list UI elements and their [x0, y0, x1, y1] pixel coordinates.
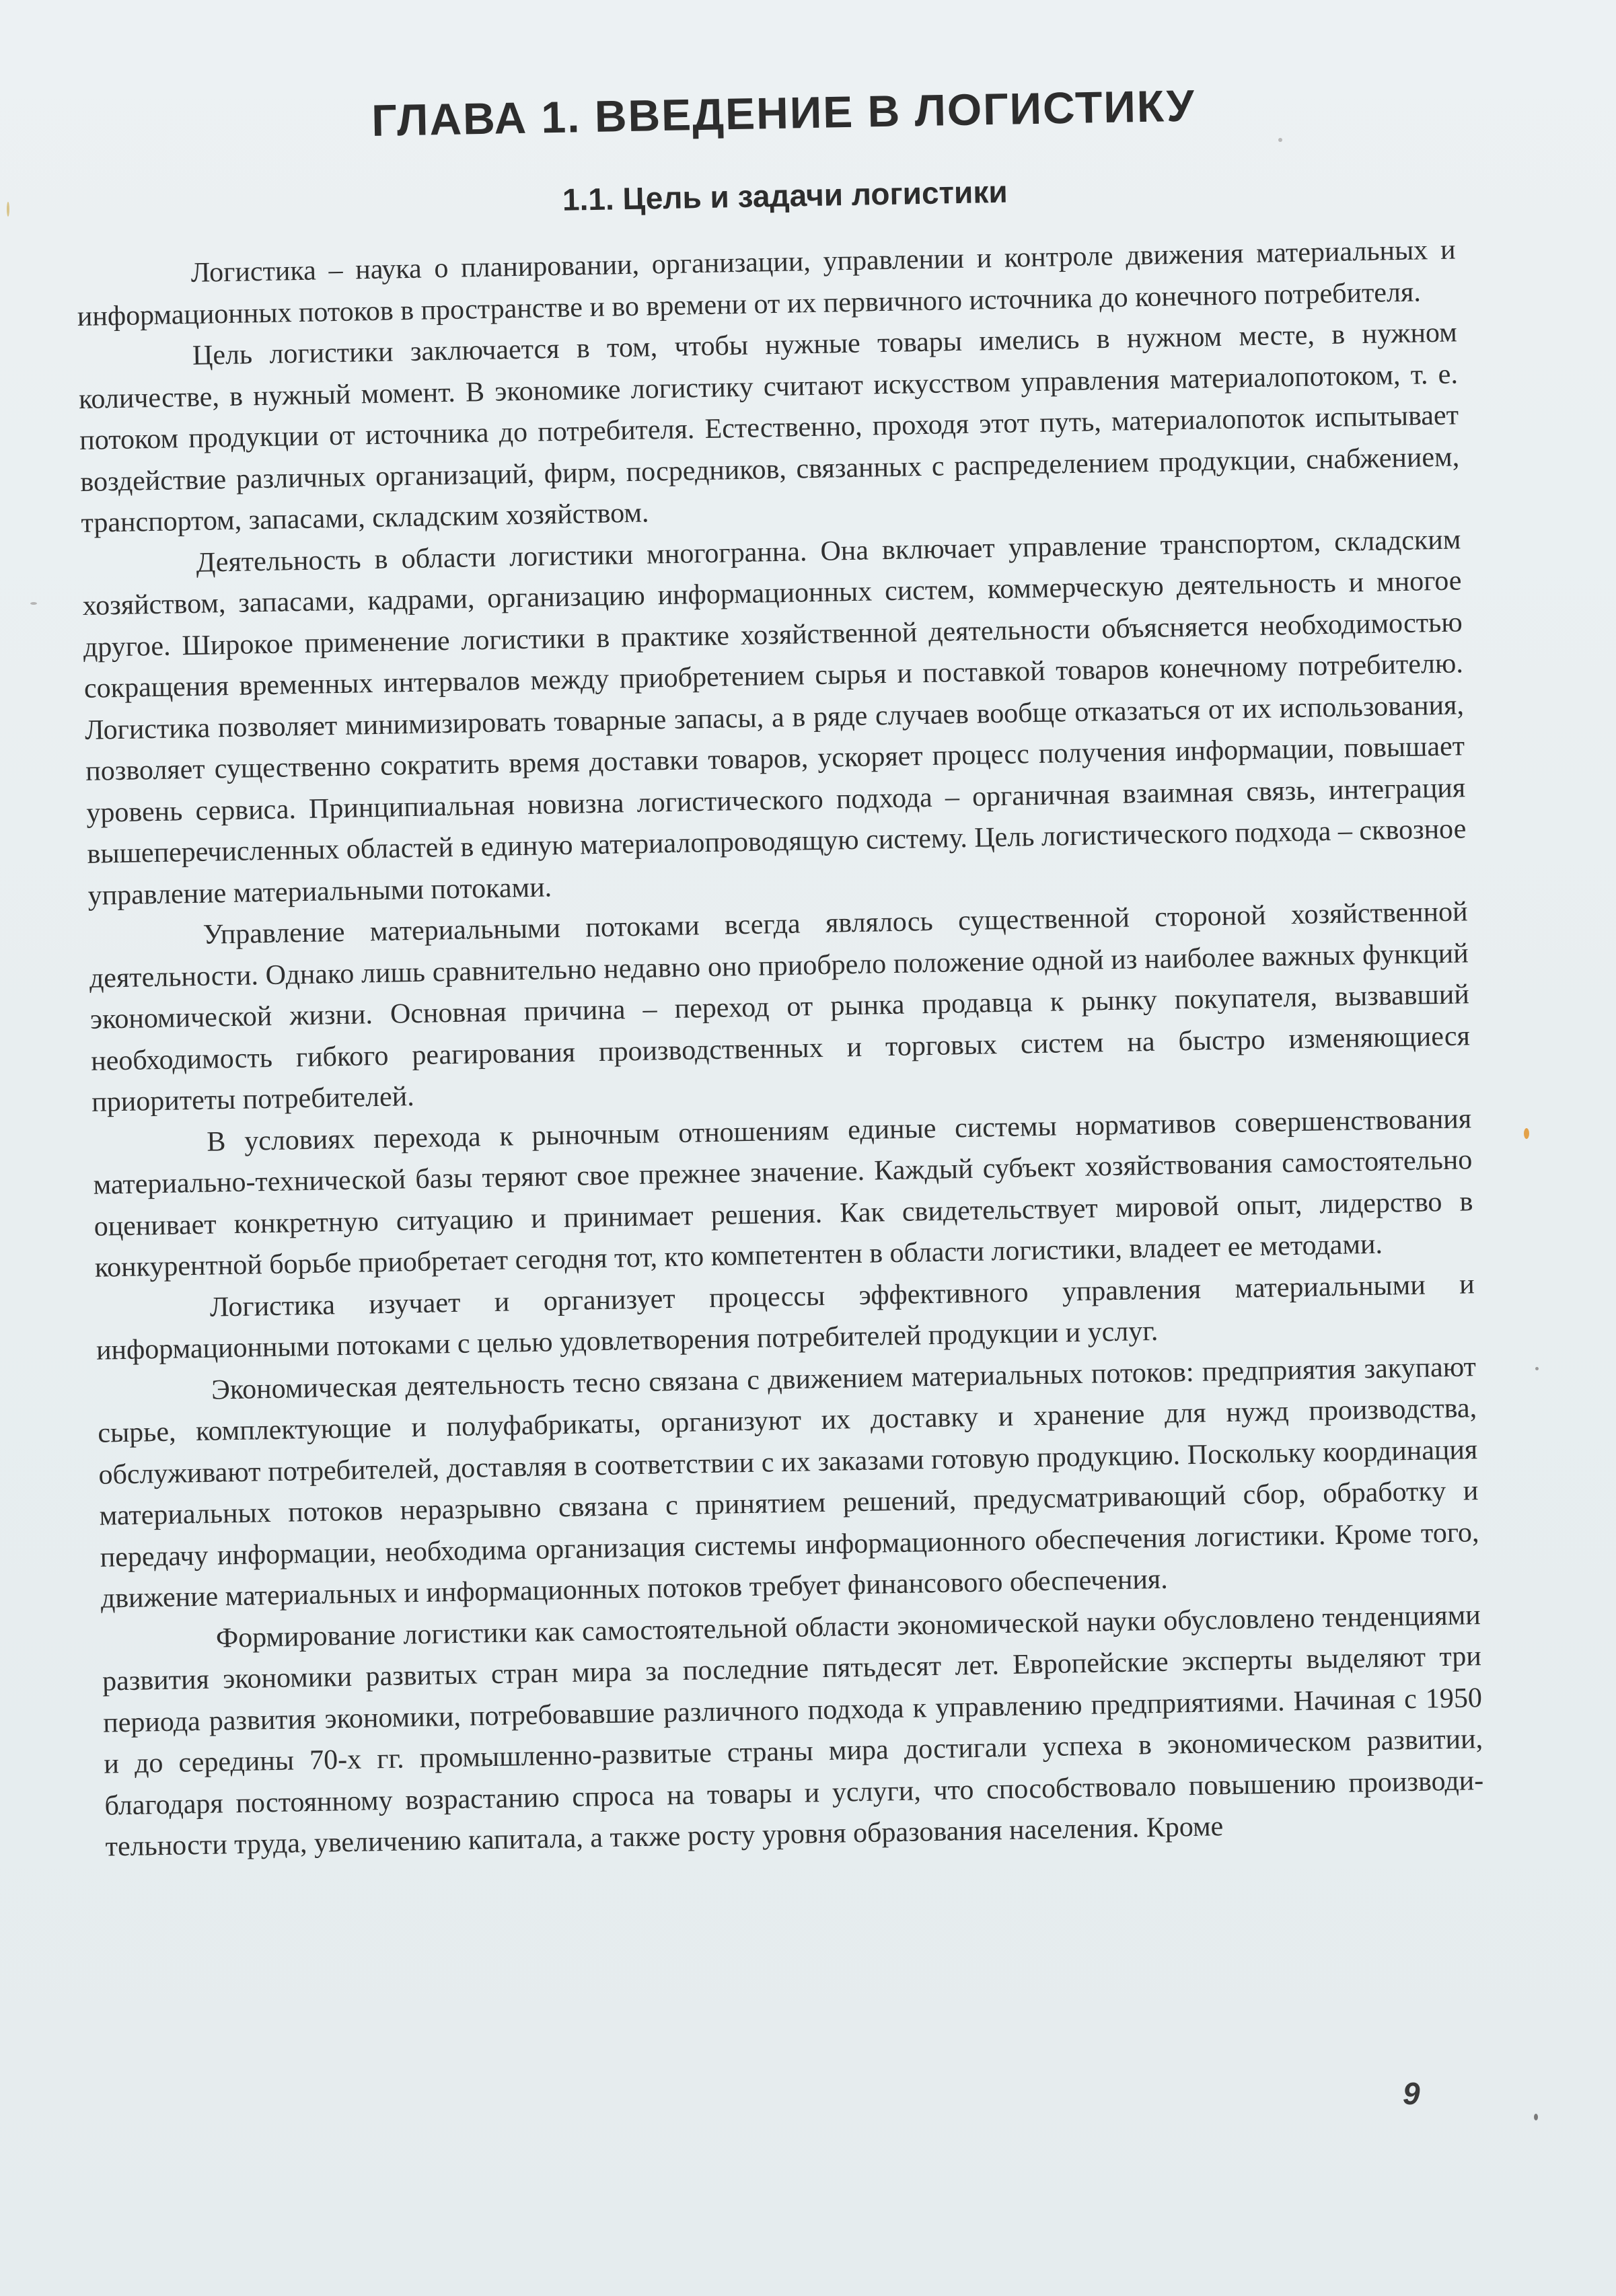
- paragraph: Логистика – наука о планировании, организации, управлении и контроле движения материальных и информационных потоков в пространстве и во времени от их первичного источника до конечного потребителя.: [77, 234, 1456, 332]
- paragraph: В условиях перехода к рыночным отношениям единые системы нормативов совершенствования материально-технической базы теряют свое прежнее значение. Каждый субъект хозяйствования самостоятельно оценивает конкретную ситуацию и принимает решения. Как свидетельствует мировой опыт, лидерство в конкурентной борьбе приобретает сегодня тот, кто компетентен в области логистики, владеет ее методами.: [93, 1103, 1473, 1284]
- paragraph: Цель логистики заключается в том, чтобы нужные товары имелись в нужном месте, в нужном количестве, в нужный момент. В экономике логистику считают искусством управления материалопотоком, т. е. потоком продукции от источника до потребителя. Естественно, проходя этот путь, материалопоток испытывает воздействие различных организаций, фирм, посредников, связанных с распределением продукции, снабжением, транспортом, запасами, складским хозяйством.: [78, 317, 1460, 539]
- page-number: 9: [1403, 2076, 1420, 2111]
- scan-speck: [1534, 2114, 1538, 2120]
- section-title: 1.1. Цель и задачи логистики: [562, 174, 1008, 217]
- chapter-title: ГЛАВА 1. ВВЕДЕНИЕ В ЛОГИСТИКУ: [371, 80, 1196, 145]
- scan-speck: [1278, 138, 1282, 142]
- body-text: [76, 229, 1485, 1868]
- scan-speck: [7, 202, 9, 217]
- paragraph: Экономическая деятельность тесно связана с движением материальных потоков: предприятия закупают сырье, комплектующие и полуфабрикаты, организуют их доставку и хранение для нужд производства, обслуживают потребителей, доставляя в соответствии с их заказами готовую продукцию. Поскольку координация материальных потоков неразрывно связана с принятием решений, предусматривающий сбор, обработку и передачу информации, необходима организация системы информационного обеспечения логистики. Кроме того, движение материальных и информационных потоков требует финансового обеспечения.: [97, 1351, 1479, 1615]
- scan-speck: [1524, 1128, 1529, 1139]
- paragraph: Деятельность в области логистики многогранна. Она включает управление транспортом, складским хозяйством, запасами, кадрами, организацию информационных систем, коммерческую деятельность и многое другое. Широкое применение логистики в практике хозяйственной деятельности объясняется необходимостью сокращения временных интервалов между приобретением сырья и поставкой товаров конечному потребителю. Логистика позволяет минимизировать товарные запасы, а в ряде случаев вообще отказаться от их использования, позволяет существенно сократить время доставки товаров, ускоряет процесс получения информации, повышает уровень сервиса. Принципиальная новизна логистического подхода – органичная взаимная связь, интеграция вышеперечисленных областей в единую материалопроводящую систему. Цель логистического подхода – сквозное управление материальными потоками.: [82, 523, 1467, 912]
- page-content: [73, 75, 1485, 1869]
- paragraph: Управление материальными потоками всегда являлось существенной стороной хозяйственной деятельности. Однако лишь сравнительно недавно оно приобрело положение одной из наиболее важных функций экономической жизни. Основная причина – переход от рынка продавца к рынку покупателя, вызвавший необходимость гибкого реагирования производственных и торговых систем на быстро изменяющиеся приоритеты потребителей.: [89, 896, 1471, 1118]
- paragraph: Формирование логистики как самостоятельной области экономической науки обусловлено тенденциями развития экономики развитых стран мира за последние пятьдесят лет. Европейские эксперты выделяют три периода развития экономики, потребовавшие различного подхода к управлению предприятиями. Начиная с 1950 и до середины 70-х гг. промышленно-развитые страны мира достигали успеха в экономическом развитии, благодаря постоянному возрастанию спроса на товары и услуги, что способствовало повышению производительности труда, увеличению капитала, а также росту уровня образования населения. Кроме: [102, 1599, 1484, 1863]
- paragraph: Логистика изучает и организует процессы эффективного управления материальными и информационными потоками с целью удовлетворения потребителей продукции и услуг.: [96, 1268, 1475, 1366]
- scan-speck: [30, 602, 37, 605]
- scan-speck: [1535, 1367, 1539, 1370]
